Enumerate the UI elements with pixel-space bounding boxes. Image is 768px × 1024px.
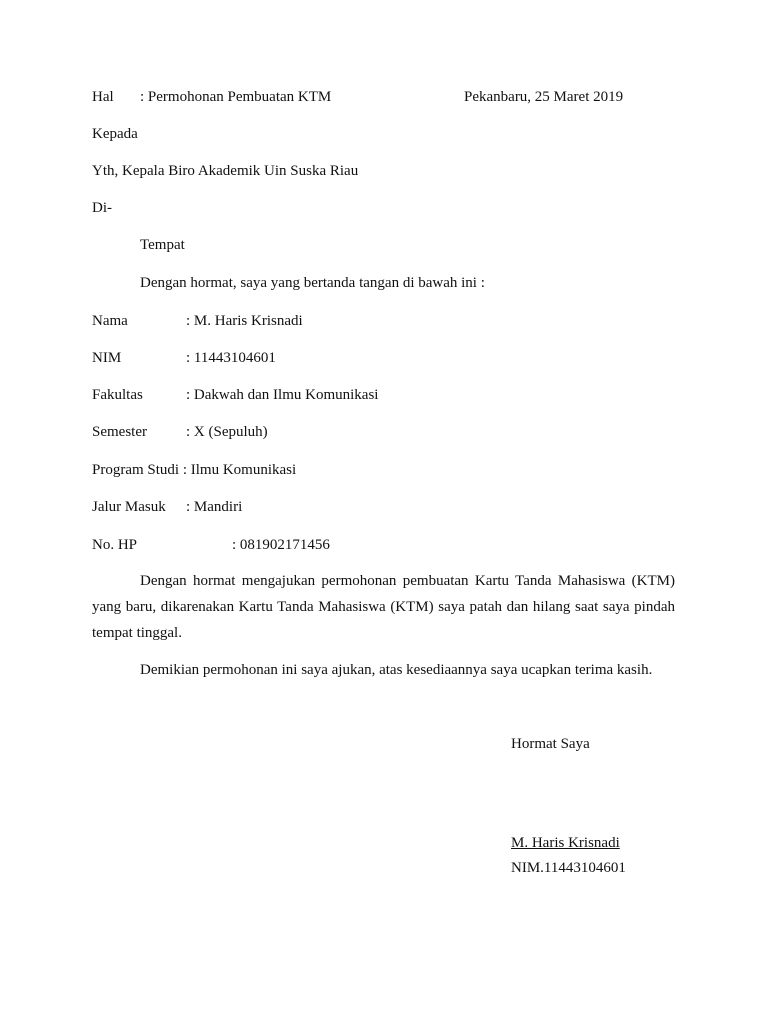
kepada-text: Kepada [92, 126, 138, 142]
hal-value: : Permohonan Pembuatan KTM [140, 89, 332, 105]
field-program-studi: Program Studi : Ilmu Komunikasi [92, 462, 297, 478]
tempat-text: Tempat [140, 237, 185, 253]
signature-salutation: Hormat Saya [511, 736, 590, 752]
field-label-nim: NIM [92, 350, 122, 366]
field-label-semester: Semester [92, 424, 147, 440]
signature-nim: NIM.11443104601 [511, 860, 626, 876]
field-value-no-hp: : 081902171456 [232, 537, 330, 553]
field-label-nama: Nama [92, 313, 128, 329]
field-label-no-hp: No. HP [92, 537, 138, 553]
field-label-jalur-masuk: Jalur Masuk [92, 499, 166, 515]
body-paragraph: Dengan hormat mengajukan permohonan pembuatan Kartu Tanda Mahasiswa (KTM) yang baru, dikarenakan Kartu Tanda Mahasiswa (KTM) saya patah dan hilang saat saya pindah tempat tinggal. [92, 573, 675, 641]
di-text: Di- [92, 200, 112, 216]
field-value-nama: : M. Haris Krisnadi [186, 313, 303, 329]
field-value-semester: : X (Sepuluh) [186, 424, 268, 440]
closing-paragraph: Demikian permohonan ini saya ajukan, atas kesediaannya saya ucapkan terima kasih. [140, 662, 653, 678]
recipient-title: Yth, Kepala Biro Akademik Uin Suska Riau [92, 163, 359, 179]
field-label-fakultas: Fakultas [92, 387, 143, 403]
field-value-jalur-masuk: : Mandiri [186, 499, 243, 515]
opening-text: Dengan hormat, saya yang bertanda tangan di bawah ini : [140, 275, 485, 291]
hal-label: Hal [92, 89, 114, 105]
place-date: Pekanbaru, 25 Maret 2019 [464, 89, 624, 105]
field-value-nim: : 11443104601 [186, 350, 276, 366]
signature-name: M. Haris Krisnadi [511, 835, 620, 851]
field-value-fakultas: : Dakwah dan Ilmu Komunikasi [186, 387, 379, 403]
